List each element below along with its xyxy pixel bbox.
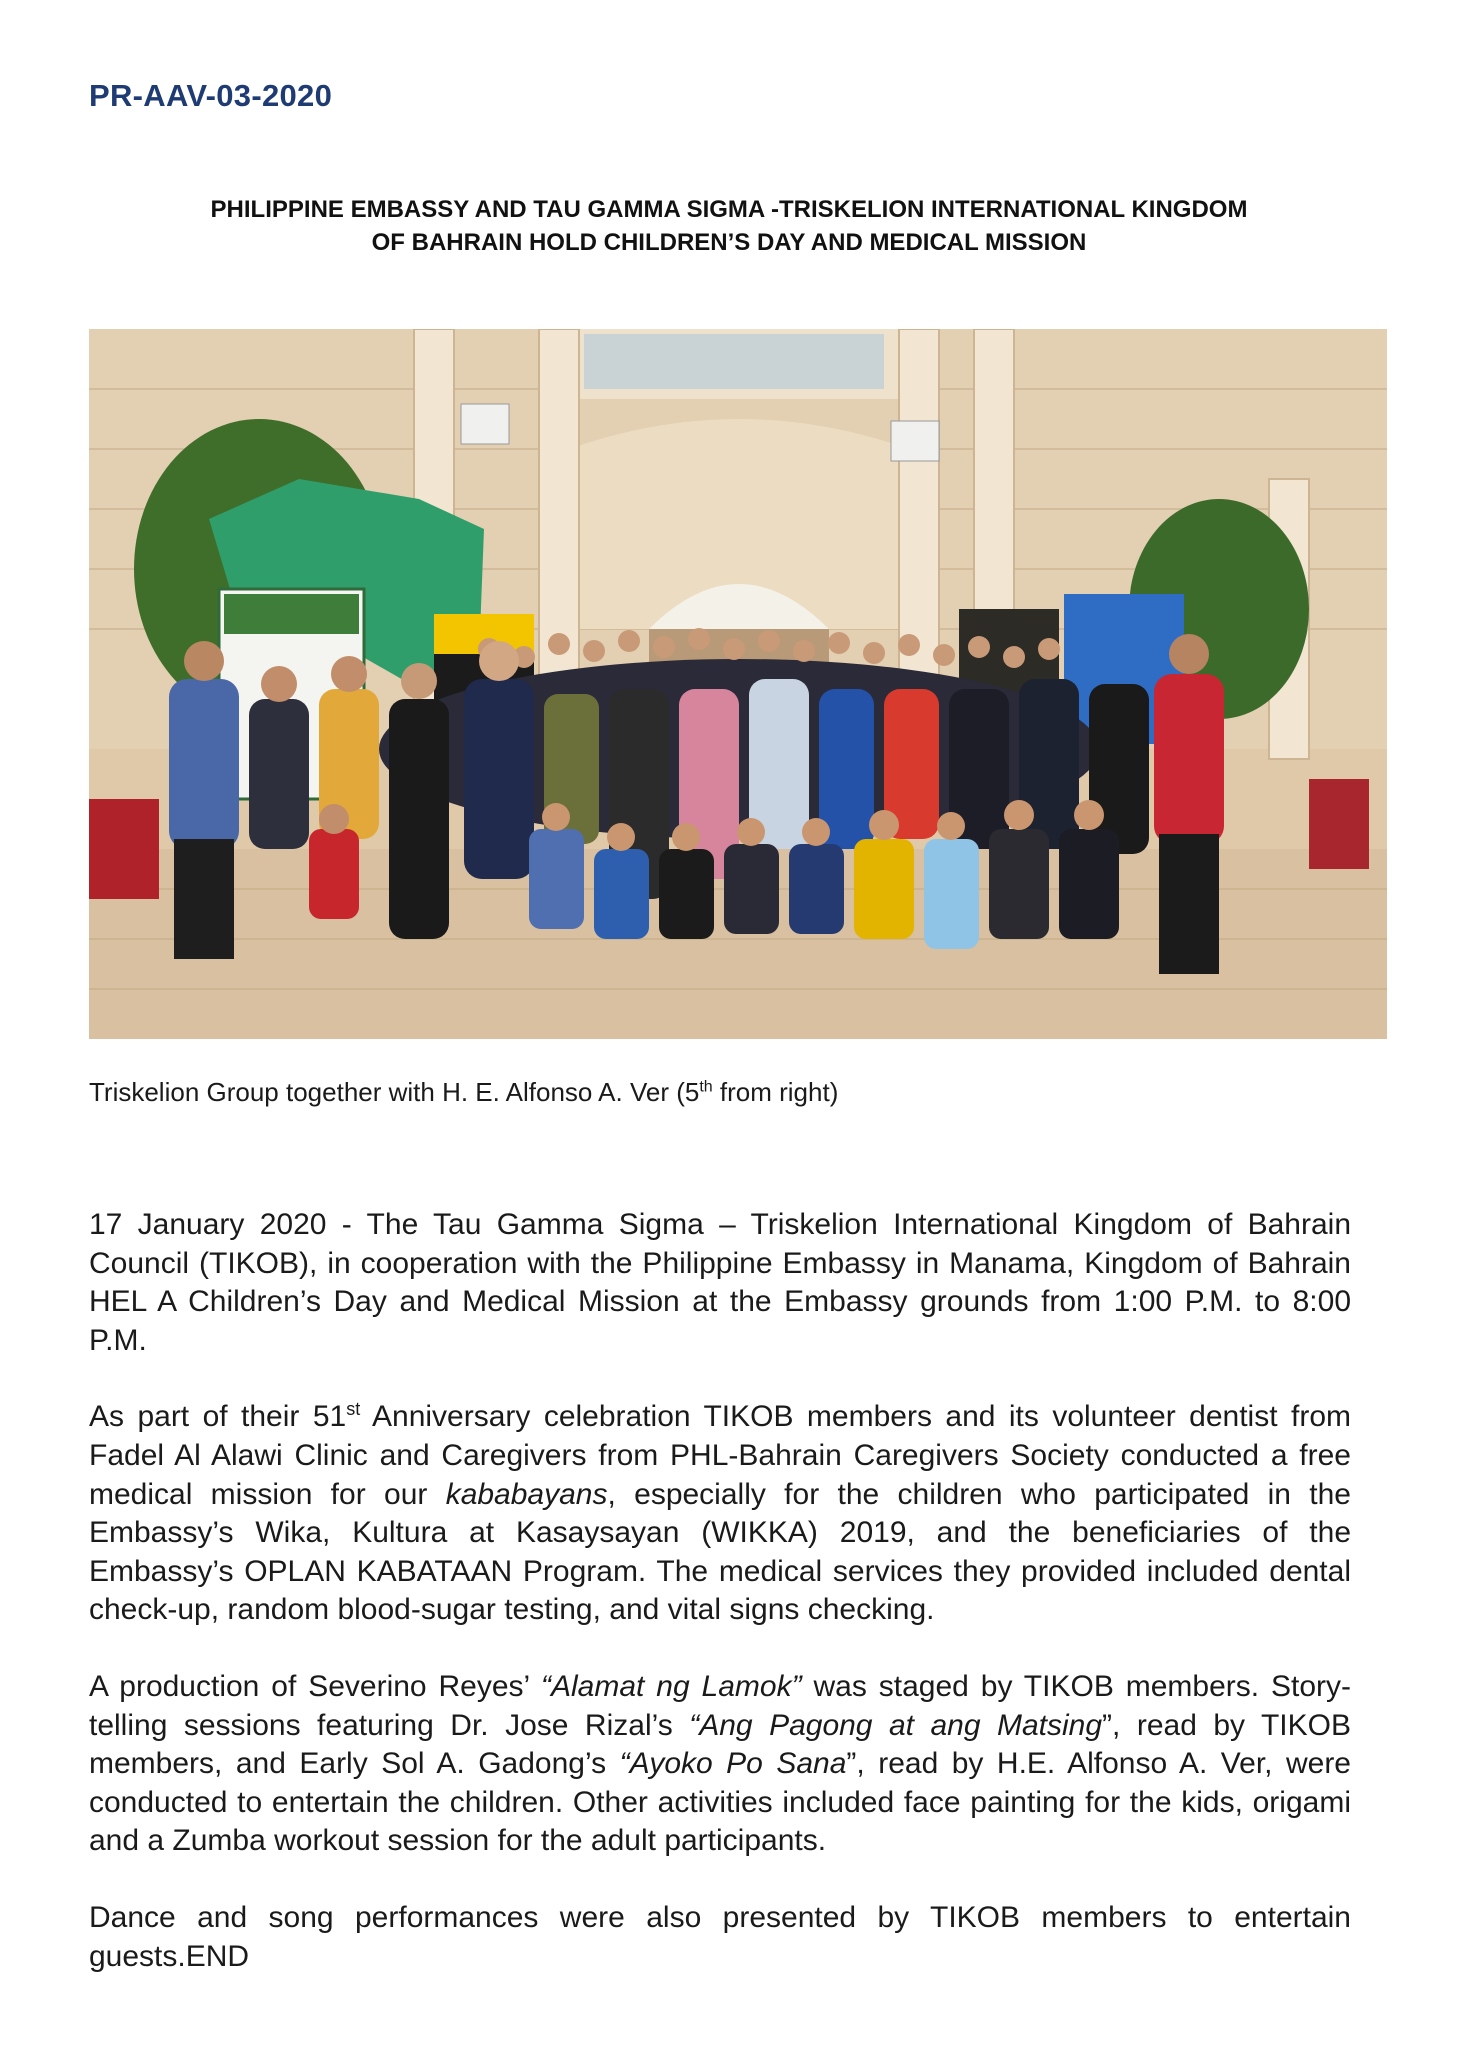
paragraph-3-title-1: “Alamat ng Lamok” [541, 1669, 802, 1703]
paragraph-2 [89, 1398, 1351, 1630]
paragraph-4: Dance and song performances were also presented by TIKOB members to entertain guests.END [89, 1900, 1351, 1973]
paragraph-2-part-c: , especially for the children who participated in the Embassy’s Wika, Kultura at Kasaysayan (WIKKA) 2019, and the beneficiaries of the Embassy’s OPLAN KABATAAN Program. The medical services they provided included dental check-up, random blood-sugar testing, and vital signs checking. [89, 1477, 1351, 1627]
paragraph-3-title-3: “Ayoko Po Sana [619, 1747, 847, 1781]
press-release-code: PR-AAV-03-2020 [89, 78, 333, 113]
headline-line-1: PHILIPPINE EMBASSY AND TAU GAMMA SIGMA -TRISKELION INTERNATIONAL KINGDOM [210, 196, 1248, 223]
paragraph-1: 17 January 2020 - The Tau Gamma Sigma – Triskelion International Kingdom of Bahrain Council (TIKOB), in cooperation with the Philippine Embassy in Manama, Kingdom of Bahrain HEL A Children’s Day and Medical Mission at the Embassy grounds from 1:00 P.M. to 8:00 P.M. [89, 1208, 1351, 1357]
paragraph-2-part-b: Anniversary celebration TIKOB members and its volunteer dentist from Fadel Al Alawi Clinic and Caregivers from PHL-Bahrain Caregivers Society conducted a free medical mission for our [89, 1400, 1351, 1511]
group-photo-icon [89, 329, 1387, 1039]
paragraph-3-part-c: ”, read by TIKOB members, and Early Sol A. Gadong’s [89, 1708, 1351, 1781]
caption-text: Triskelion Group together with H. E. Alfonso A. Ver (5 [89, 1077, 700, 1107]
photo-caption [89, 1077, 838, 1108]
paragraph-2-emphasis: kababayans [445, 1477, 608, 1511]
paragraph-2-ordinal: st [346, 1399, 361, 1420]
paragraph-3-part-a: A production of Severino Reyes’ [89, 1669, 542, 1703]
caption-ordinal: th [699, 1078, 713, 1096]
headline-line-2: OF BAHRAIN HOLD CHILDREN’S DAY AND MEDICAL MISSION [371, 229, 1087, 256]
group-photo [89, 329, 1387, 1039]
headline [89, 193, 1369, 259]
paragraph-3-part-b: was staged by TIKOB members. Story-telling sessions featuring Dr. Jose Rizal’s [89, 1669, 1352, 1742]
paragraph-3-part-d: ”, read by H.E. Alfonso A. Ver, were conducted to entertain the children. Other activities included face painting for the kids, origami and a Zumba workout session for the adult participants. [89, 1747, 1351, 1858]
paragraph-2-part-a: As part of their 51 [89, 1400, 347, 1434]
article-body [89, 1206, 1351, 2014]
paragraph-3-title-2: “Ang Pagong at ang Matsing [689, 1708, 1103, 1742]
paragraph-3 [89, 1668, 1351, 1861]
caption-text-end: from right) [712, 1077, 839, 1107]
